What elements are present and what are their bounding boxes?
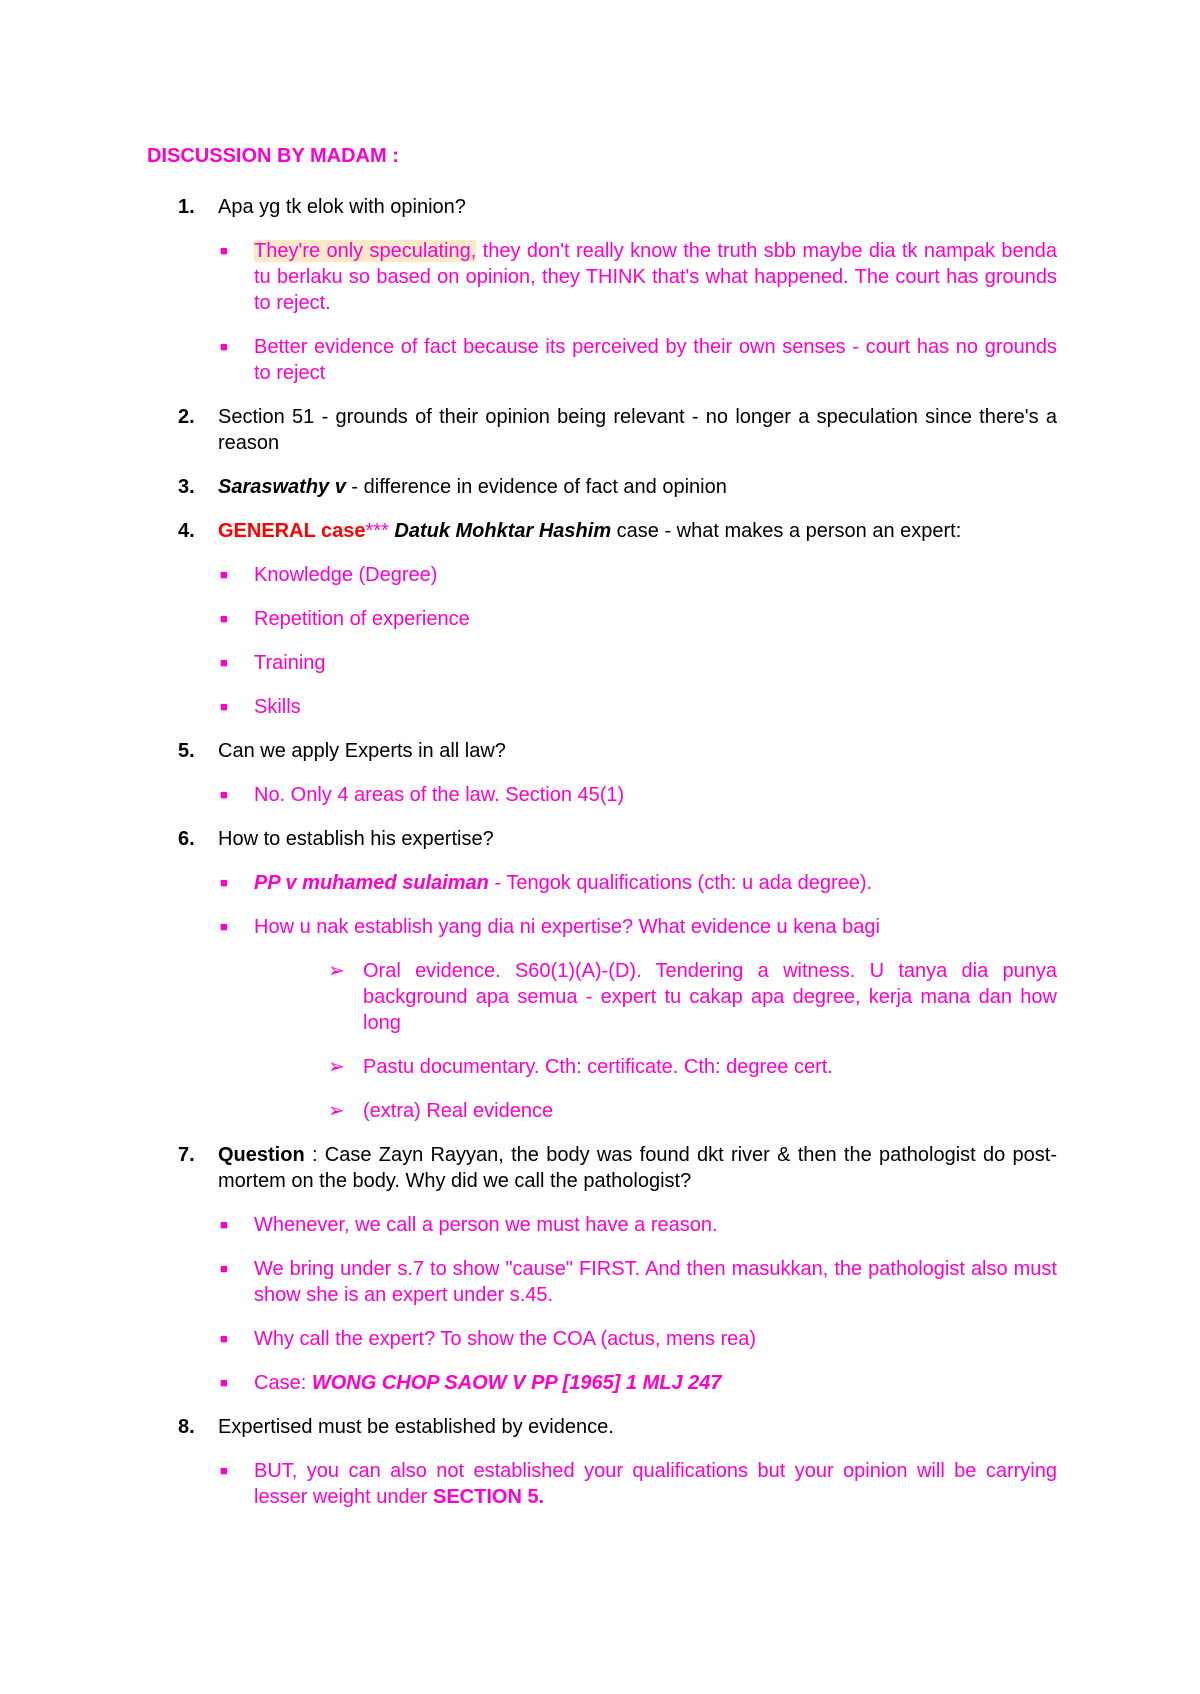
bullet-text: Pastu documentary. Cth: certificate. Cth: degree cert. — [363, 1056, 833, 1078]
bullet-text: they don't really know the truth sbb maybe dia tk nampak benda tu berlaku so based on opinion, they THINK that's what happened. The court has grounds to reject. — [254, 240, 1057, 314]
list-item-2 — [180, 404, 1057, 456]
list-item-8 — [180, 1414, 1057, 1440]
bullet-text: Whenever, we call a person we must have a reason. — [254, 1214, 718, 1236]
list-item-3 — [180, 474, 1057, 500]
square-bullet-icon: ■ — [220, 1217, 228, 1232]
bullet-text: Knowledge (Degree) — [254, 564, 438, 586]
case-name: WONG CHOP SAOW V PP [1965] 1 MLJ 247 — [311, 1372, 722, 1394]
square-bullet-icon: ■ — [220, 1463, 228, 1478]
sub-bullet — [220, 870, 1057, 896]
item-number: 5. — [178, 740, 195, 762]
arrow-bullet — [328, 1098, 1057, 1124]
arrowhead-bullet-icon: ➢ — [328, 960, 345, 982]
arrowhead-bullet-icon: ➢ — [328, 1100, 345, 1122]
sub-bullet — [220, 650, 1057, 676]
bullet-text: We bring under s.7 to show "cause" FIRST. And then masukkan, the pathologist also must show she is an expert under s.45. — [254, 1258, 1057, 1306]
item-text: How to establish his expertise? — [218, 828, 494, 850]
item-text-rest: : Case Zayn Rayyan, the body was found dkt river & then the pathologist do post-mortem on the body. Why did we call the pathologist? — [218, 1144, 1057, 1192]
general-case-label: GENERAL case — [218, 520, 366, 542]
case-name: PP v muhamed sulaiman — [254, 872, 489, 894]
sub-bullet — [220, 562, 1057, 588]
square-bullet-icon: ■ — [220, 1261, 228, 1276]
sub-bullet — [220, 1256, 1057, 1308]
item-number: 1. — [178, 196, 195, 218]
section-reference: SECTION 5. — [432, 1486, 545, 1508]
bullet-text: - Tengok qualifications (cth: u ada degree). — [488, 872, 873, 894]
item-text: Can we apply Experts in all law? — [218, 740, 506, 762]
case-name: Saraswathy v — [218, 476, 346, 498]
sub-bullet — [220, 1458, 1057, 1510]
square-bullet-icon: ■ — [220, 567, 228, 582]
square-bullet-icon: ■ — [220, 655, 228, 670]
sub-bullet — [220, 238, 1057, 316]
document-heading: DISCUSSION BY MADAM : — [147, 145, 399, 167]
list-item-5 — [180, 738, 1057, 764]
bullet-text: Skills — [254, 696, 301, 718]
bullet-text: (extra) Real evidence — [363, 1100, 554, 1122]
item-number: 8. — [178, 1416, 195, 1438]
sub-bullet — [220, 1212, 1057, 1238]
sub-bullet — [220, 1326, 1057, 1352]
bullet-text: Oral evidence. S60(1)(A)-(D). Tendering a witness. U tanya dia punya background apa semua - expert tu cakap apa degree, kerja mana dan how long — [363, 960, 1057, 1034]
bullet-text: Better evidence of fact because its perceived by their own senses - court has no grounds to reject — [254, 336, 1057, 384]
item-text — [218, 1142, 1057, 1194]
list-item-1 — [180, 194, 1057, 220]
sub-bullet — [220, 694, 1057, 720]
arrow-bullet — [328, 958, 1057, 1036]
list-item-7 — [180, 1142, 1057, 1194]
bullet-text: How u nak establish yang dia ni expertise? What evidence u kena bagi — [254, 916, 880, 938]
question-label: Question — [218, 1144, 305, 1166]
bullet-text: No. Only 4 areas of the law. Section 45(1) — [254, 784, 625, 806]
item-number: 2. — [178, 406, 195, 428]
sub-bullet — [220, 1370, 1057, 1396]
item-text: Section 51 - grounds of their opinion being relevant - no longer a speculation since there's a reason — [218, 406, 1057, 454]
item-text — [218, 474, 1057, 500]
bullet-text: Why call the expert? To show the COA (actus, mens rea) — [254, 1328, 757, 1350]
item-text: Expertised must be established by evidence. — [218, 1416, 614, 1438]
stars: *** — [365, 520, 389, 542]
sub-bullet — [220, 782, 1057, 808]
arrow-bullet — [328, 1054, 1057, 1080]
sub-bullet — [220, 606, 1057, 632]
numbered-list — [0, 194, 1200, 1528]
list-item-6 — [180, 826, 1057, 852]
square-bullet-icon: ■ — [220, 875, 228, 890]
case-name: Datuk Mohktar Hashim — [388, 520, 612, 542]
bullet-text: BUT, you can also not established your qualifications but your opinion will be carrying lesser weight under — [254, 1460, 1057, 1508]
item-text: Apa yg tk elok with opinion? — [218, 196, 466, 218]
square-bullet-icon: ■ — [220, 243, 228, 258]
item-number: 6. — [178, 828, 195, 850]
sub-bullet — [220, 334, 1057, 386]
item-text-rest: - difference in evidence of fact and opinion — [345, 476, 727, 498]
square-bullet-icon: ■ — [220, 787, 228, 802]
highlighted-text: They're only speculating, — [254, 240, 477, 262]
square-bullet-icon: ■ — [220, 339, 228, 354]
list-item-4 — [180, 518, 1057, 544]
sub-bullet — [220, 914, 1057, 940]
square-bullet-icon: ■ — [220, 611, 228, 626]
item-number: 4. — [178, 520, 195, 542]
bullet-text: Training — [254, 652, 326, 674]
bullet-text: Repetition of experience — [254, 608, 470, 630]
arrowhead-bullet-icon: ➢ — [328, 1056, 345, 1078]
item-text — [218, 518, 1057, 544]
square-bullet-icon: ■ — [220, 1331, 228, 1346]
square-bullet-icon: ■ — [220, 919, 228, 934]
item-text-rest: case - what makes a person an expert: — [611, 520, 962, 542]
item-number: 7. — [178, 1144, 195, 1166]
bullet-text: Case: — [254, 1372, 312, 1394]
square-bullet-icon: ■ — [220, 1375, 228, 1390]
item-number: 3. — [178, 476, 195, 498]
square-bullet-icon: ■ — [220, 699, 228, 714]
